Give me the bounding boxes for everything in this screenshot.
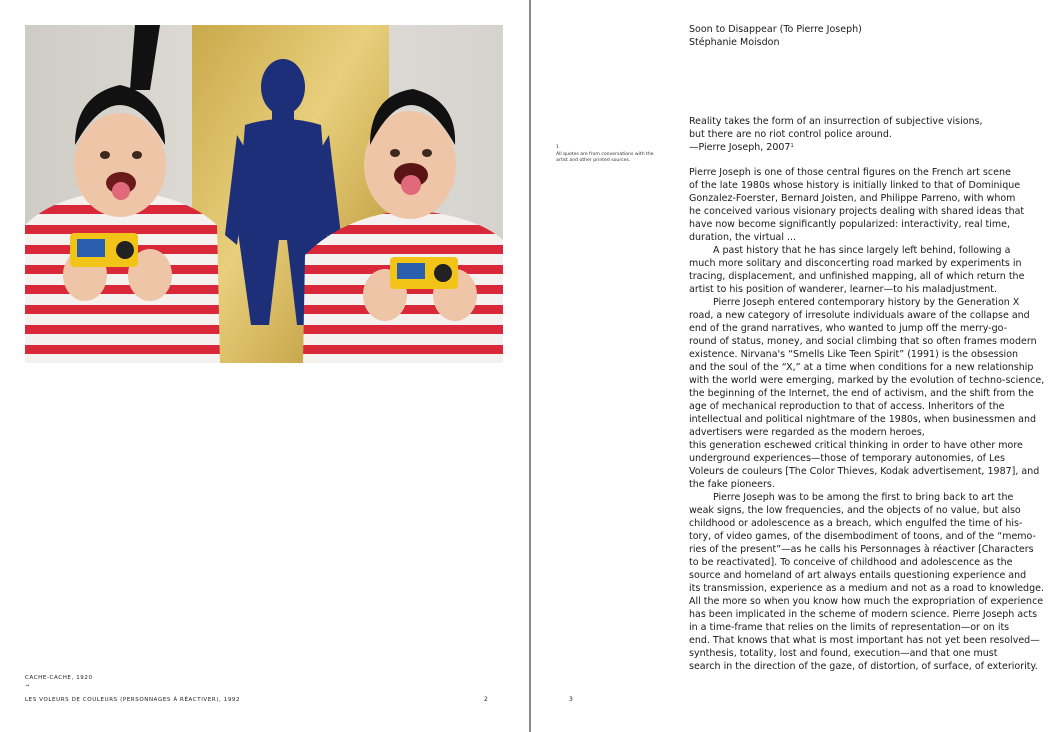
body-line: intellectual and political nightmare of the 1980s, when businessmen and [689, 414, 1037, 425]
body-line: synthesis, totality, lost and found, execution—and that one must [689, 648, 998, 659]
body-line: round of status, money, and social climbing that so often frames modern [689, 336, 1037, 347]
body-line: advertisers were regarded as the modern heroes, [689, 427, 925, 438]
body-line: Pierre Joseph is one of those central figures on the French art scene [689, 167, 1011, 178]
body-line: tory, of video games, of the disembodiment of toons, and of the “memo- [689, 531, 1036, 542]
page-number-right: 3 [569, 696, 573, 703]
body-line: end. That knows that what is most important has not yet been resolved— [689, 635, 1040, 646]
epigraph [689, 115, 983, 154]
body-line: this generation eschewed critical thinking in order to have other more [689, 440, 1023, 451]
body-line: of the late 1980s whose history is initially linked to that of Dominique [689, 180, 1021, 191]
body-line: ries of the present”—as he calls his Personnages à réactiver [Characters [689, 544, 1034, 555]
body-line: much more solitary and disconcerting road marked by experiments in [689, 258, 1022, 269]
body-line: to be reactivated]. To conceive of childhood and adolescence as the [689, 557, 1013, 568]
body-line: the fake pioneers. [689, 479, 775, 490]
left-page [0, 0, 529, 732]
body-line: has been implicated in the scheme of modern science. Pierre Joseph acts [689, 609, 1038, 620]
right-page [531, 0, 1059, 732]
body-line: have now become significantly popularized: interactivity, real time, [689, 219, 1010, 230]
essay-author: Stéphanie Moisdon [689, 37, 780, 48]
body-line: Gonzalez-Foerster, Bernard Joisten, and Philippe Parreno, with whom [689, 193, 1016, 204]
epigraph-attribution [689, 141, 983, 154]
body-line: with the world were emerging, marked by the evolution of techno-science, [689, 375, 1045, 386]
body-line: he conceived various visionary projects dealing with shared ideas that [689, 206, 1025, 217]
footnote-ref[interactable]: 1 [790, 143, 794, 149]
body-line: the beginning of the Internet, the end of activism, and the shift from the [689, 388, 1034, 399]
epigraph-attribution-text: —Pierre Joseph, 2007 [689, 142, 791, 153]
essay-title: Soon to Disappear (To Pierre Joseph) [689, 24, 862, 35]
body-line: end of the grand narratives, who wanted to jump off the merry-go- [689, 323, 1008, 334]
body-line: road, a new category of irresolute individuals aware of the collapse and [689, 310, 1030, 321]
body-line: existence. Nirvana's “Smells Like Teen Spirit” (1991) is the obsession [689, 349, 1019, 360]
body-line: duration, the virtual ... [689, 232, 797, 243]
body-line: search in the direction of the gaze, of distortion, of surface, of exteriority. [689, 661, 1038, 672]
epigraph-line: but there are no riot control police around. [689, 129, 892, 140]
body-line: and the soul of the “X,” at a time when conditions for a new relationship [689, 362, 1034, 373]
essay-body [689, 166, 1045, 673]
artwork-photo [25, 25, 503, 363]
body-line: Pierre Joseph was to be among the first to bring back to art the [713, 492, 1014, 503]
body-line: age of mechanical reproduction to that of access. Inheritors of the [689, 401, 1005, 412]
caption-arrow: → [25, 683, 30, 689]
body-line: childhood or adolescence as a breach, which engulfed the time of his- [689, 518, 1023, 529]
body-line: A past history that he has since largely left behind, following a [713, 245, 1011, 256]
footnote-text: All quotes are from conversations with the artist and other printed sources. [556, 151, 654, 164]
body-line: its transmission, experience as a medium and not as a road to knowledge. [689, 583, 1044, 594]
photo-illustration [25, 25, 503, 363]
body-line: underground experiences—those of temporary autonomies, of Les [689, 453, 1005, 464]
footnote [556, 145, 661, 165]
body-line: Voleurs de couleurs [The Color Thieves, Kodak advertisement, 1987], and [689, 466, 1040, 477]
essay-heading [689, 23, 862, 49]
caption-title: CACHE-CACHE, 1920 [25, 675, 93, 681]
page-number-left: 2 [484, 696, 488, 703]
body-line: artist to his position of wanderer, learner—to his maladjustment. [689, 284, 998, 295]
body-line: tracing, displacement, and unfinished mapping, all of which return the [689, 271, 1025, 282]
body-line: source and homeland of art always entails questioning experience and [689, 570, 1027, 581]
caption-work: LES VOLEURS DE COULEURS (PERSONNAGES À RÉACTIVER), 1992 [25, 697, 241, 703]
body-line: All the more so when you know how much the expropriation of experience [689, 596, 1044, 607]
epigraph-line: Reality takes the form of an insurrection of subjective visions, [689, 116, 983, 127]
footnote-number: 1 [556, 145, 559, 150]
body-line: in a time-frame that relies on the limits of representation—or on its [689, 622, 1010, 633]
body-line: weak signs, the low frequencies, and the objects of no value, but also [689, 505, 1021, 516]
body-line: Pierre Joseph entered contemporary history by the Generation X [713, 297, 1020, 308]
